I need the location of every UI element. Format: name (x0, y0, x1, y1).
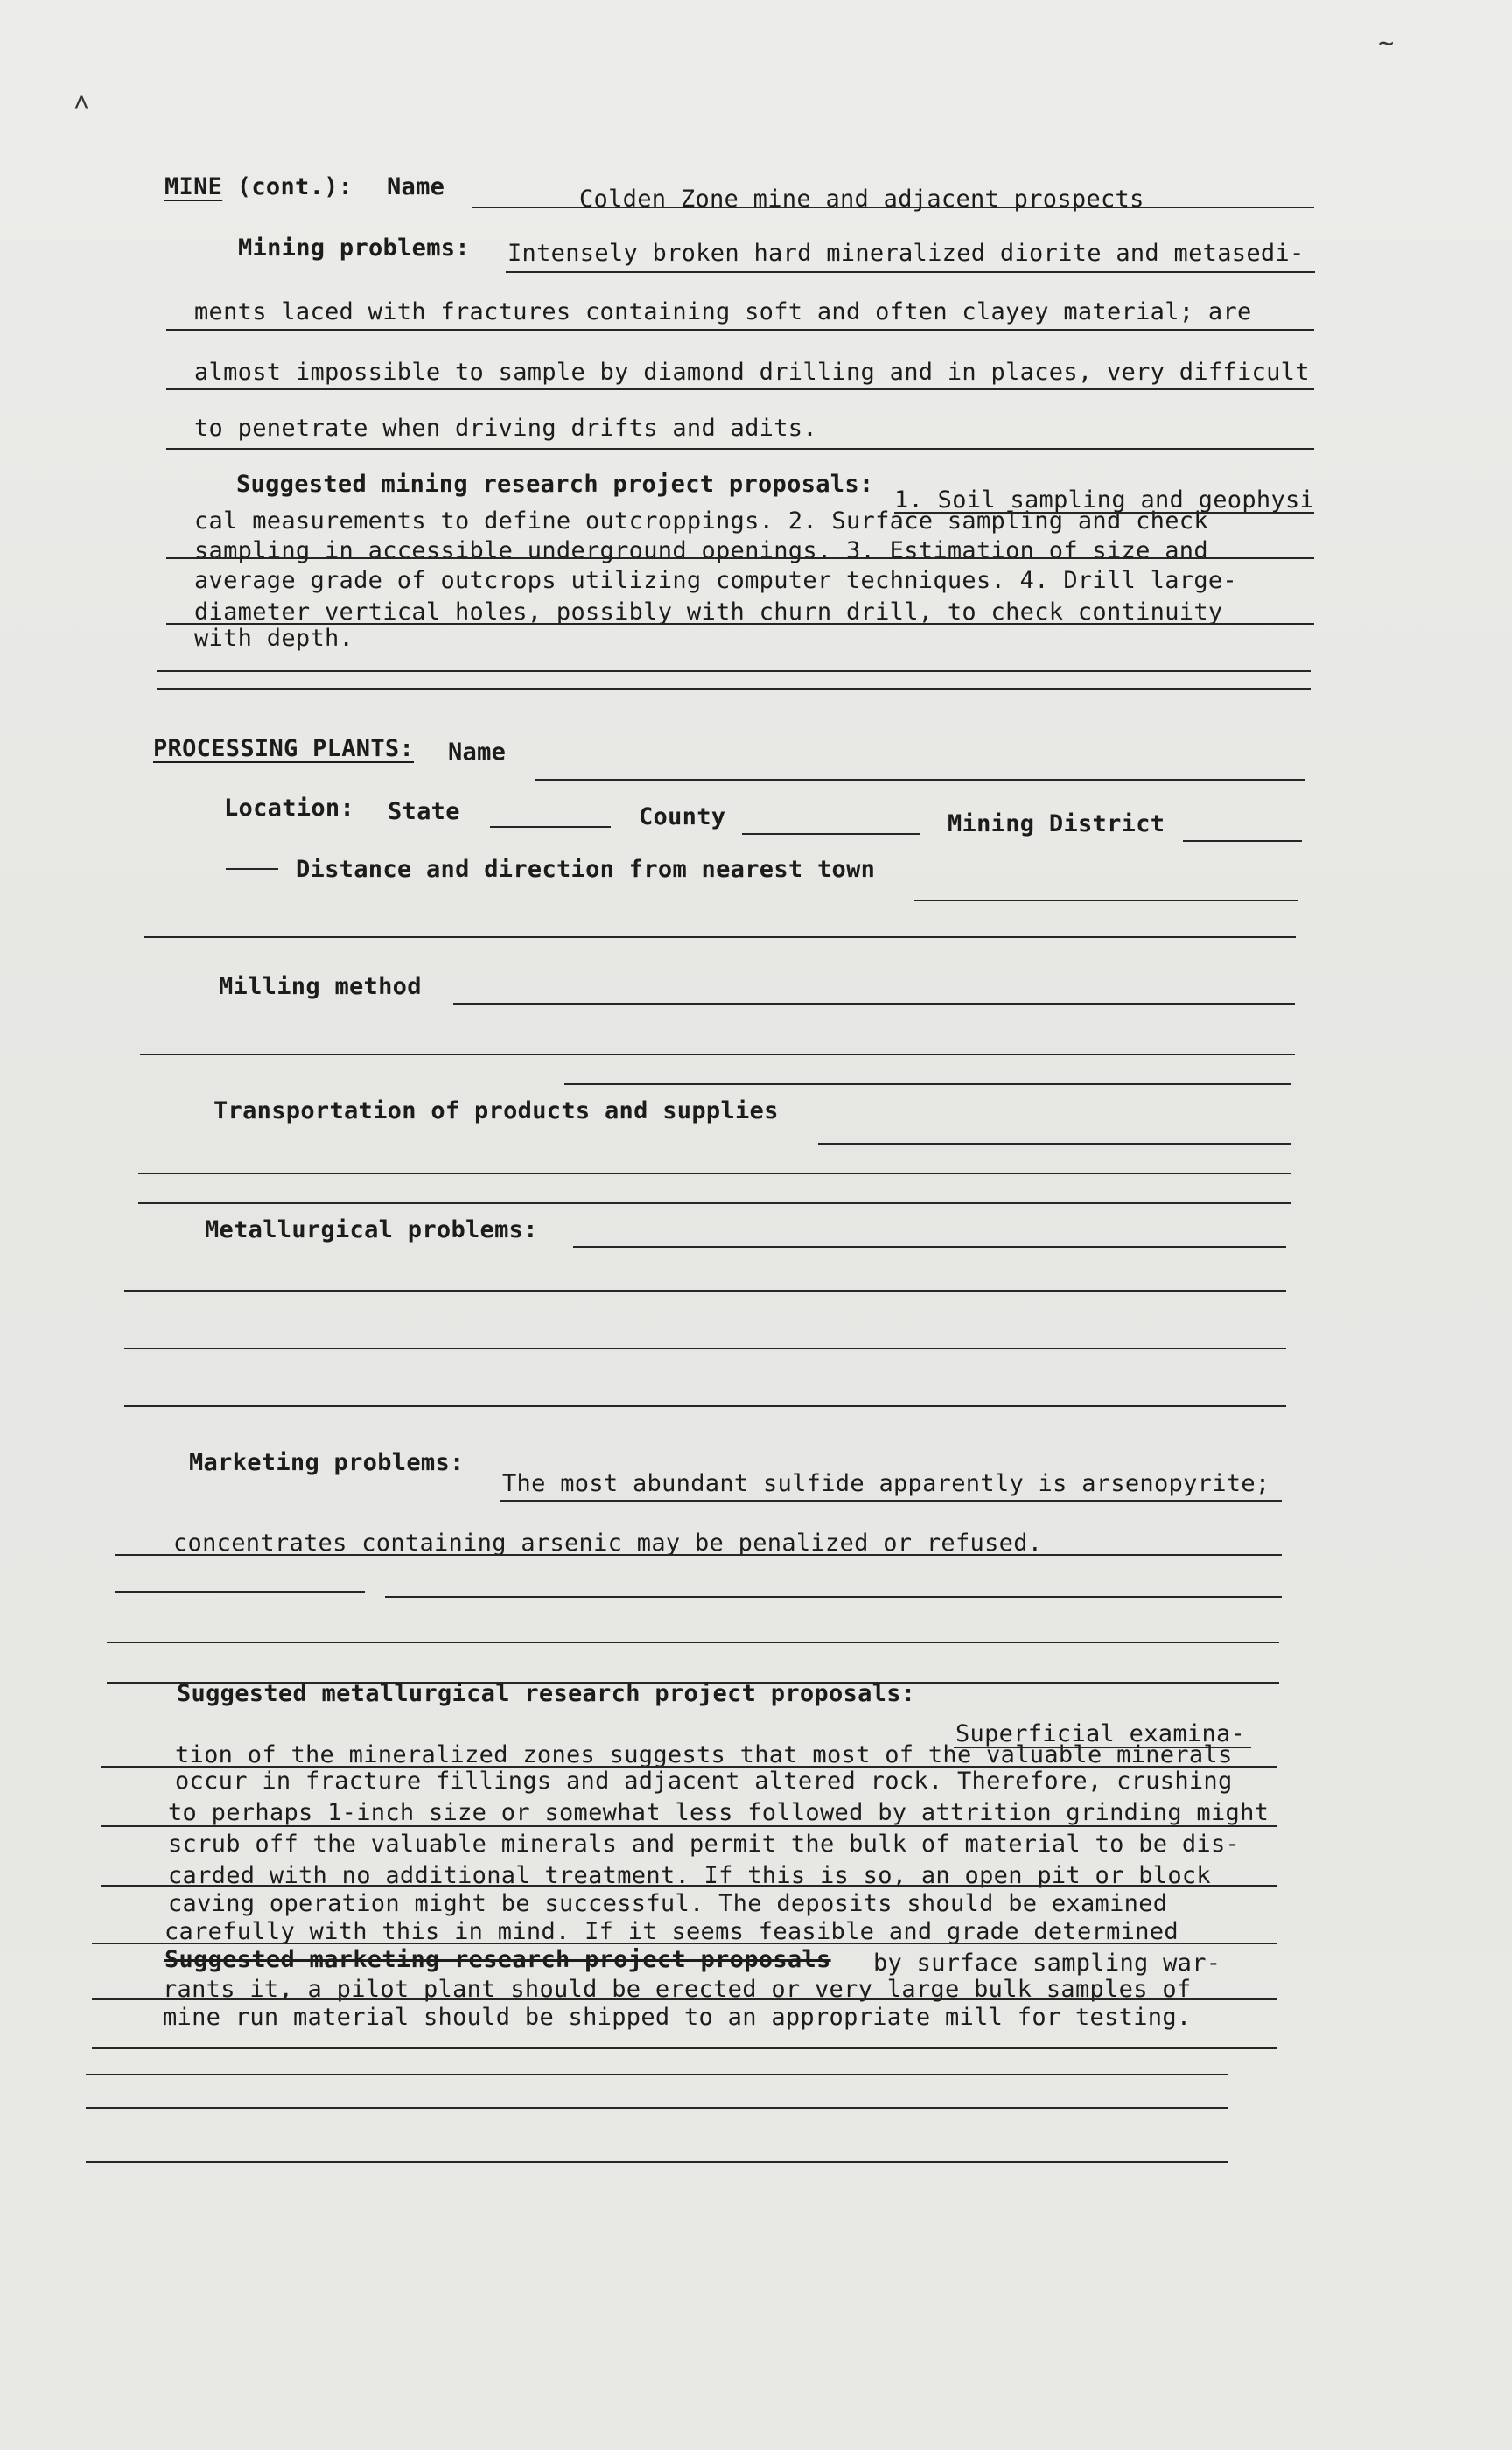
met-research-line-9: by surface sampling war- (873, 1950, 1222, 1977)
county-label: County (639, 803, 726, 830)
rule (166, 329, 1314, 331)
corner-mark-right: ∼ (1378, 28, 1395, 59)
rule (954, 1746, 1251, 1748)
location-label: Location: (224, 794, 354, 822)
rule (107, 1642, 1279, 1643)
mining-district-label: Mining District (948, 810, 1166, 837)
rule (101, 1825, 1278, 1827)
mining-problems-line-1: Intensely broken hard mineralized diorite and metasedi- (508, 240, 1305, 267)
met-research-line-6: carded with no additional treatment. If this is so, an open pit or block (168, 1862, 1211, 1889)
met-research-line-7: caving operation might be successful. The deposits should be examined (168, 1890, 1168, 1917)
rule (124, 1405, 1286, 1407)
rule (92, 2048, 1278, 2049)
county-line (742, 833, 920, 835)
rule (166, 557, 1314, 559)
processing-plants-heading: PROCESSING PLANTS: (153, 735, 414, 762)
rule (92, 1942, 1278, 1944)
rule (894, 512, 1314, 514)
mine-heading-suffix: (cont.): (236, 173, 354, 200)
rule (140, 1054, 1295, 1055)
rule (564, 1083, 1291, 1085)
met-research-line-8: carefully with this in mind. If it seems feasible and grade determined (164, 1918, 1179, 1945)
met-research-line-3: occur in fracture fillings and adjacent altered rock. Therefore, crushing (175, 1768, 1233, 1795)
transportation-line (818, 1143, 1291, 1144)
rule (101, 1885, 1278, 1886)
rule (226, 868, 278, 870)
rule (101, 1766, 1278, 1768)
mining-problems-line-4: to penetrate when driving drifts and adits. (194, 415, 817, 442)
met-research-line-5: scrub off the valuable minerals and permit the bulk of material to be dis- (168, 1830, 1241, 1858)
met-research-line-10: rants it, a pilot plant should be erected or very large bulk samples of (163, 1976, 1192, 2003)
mine-name-value: Colden Zone mine and adjacent prospects (579, 186, 1144, 213)
rule (385, 1596, 1282, 1598)
transportation-label: Transportation of products and supplies (214, 1097, 779, 1124)
met-research-line-1: Superficial examina- (956, 1720, 1246, 1747)
rule (138, 1202, 1291, 1204)
plant-name-line (536, 779, 1306, 780)
met-research-line-11: mine run material should be shipped to an appropriate mill for testing. (163, 2004, 1192, 2031)
rule (506, 271, 1315, 273)
mining-research-line-4: average grade of outcrops utilizing computer techniques. 4. Drill large- (194, 567, 1237, 594)
mining-research-line-5: diameter vertical holes, possibly with churn drill, to check continuity (194, 598, 1223, 626)
rule (500, 1500, 1282, 1502)
milling-line (453, 1003, 1295, 1004)
mining-research-label: Suggested mining research project proposals: (236, 471, 874, 498)
met-research-line-2: tion of the mineralized zones suggests that most of the valuable minerals (175, 1741, 1233, 1768)
rule (92, 1998, 1278, 2000)
rule (116, 1591, 365, 1592)
struck-marketing-text (164, 1946, 831, 1974)
district-line (1183, 840, 1302, 842)
mining-problems-line-2: ments laced with fractures containing soft and often clayey material; are (194, 298, 1252, 326)
rule (158, 670, 1311, 672)
metallurgical-research-label: Suggested metallurgical research project proposals: (177, 1680, 916, 1707)
mining-research-line-3: sampling in accessible underground openings. 3. Estimation of size and (194, 537, 1208, 564)
rule (166, 388, 1314, 390)
rule (116, 1554, 1282, 1556)
rule (124, 1290, 1286, 1292)
mining-research-line-1: 1. Soil sampling and geophysi (894, 486, 1315, 514)
milling-method-label: Milling method (219, 973, 422, 1000)
rule (166, 623, 1314, 625)
mine-heading: MINE (164, 173, 223, 200)
metallurgical-line (573, 1246, 1286, 1248)
rule (138, 1172, 1291, 1174)
metallurgical-problems-label: Metallurgical problems: (205, 1216, 538, 1243)
rule (166, 448, 1314, 450)
state-line (490, 826, 611, 828)
rule (158, 688, 1311, 690)
marketing-problems-label: Marketing problems: (189, 1449, 465, 1476)
mining-problems-line-3: almost impossible to sample by diamond drilling and in places, very difficult (194, 359, 1310, 386)
corner-mark-left: ˄ (74, 88, 90, 118)
mining-problems-label: Mining problems: (238, 234, 470, 262)
distance-line (914, 900, 1298, 901)
mining-research-line-2: cal measurements to define outcroppings. 2. Surface sampling and check (194, 508, 1208, 535)
rule (86, 2074, 1228, 2076)
state-label: State (388, 798, 460, 825)
distance-label: Distance and direction from nearest town (296, 856, 876, 883)
rule (124, 1348, 1286, 1349)
marketing-problems-line-1: The most abundant sulfide apparently is arsenopyrite; (502, 1470, 1270, 1497)
rule (144, 936, 1296, 938)
met-research-line-4: to perhaps 1-inch size or somewhat less followed by attrition grinding might (168, 1799, 1270, 1826)
rule (86, 2161, 1228, 2163)
struck-marketing-label: Suggested marketing research project proposals (164, 1946, 831, 1973)
mining-research-line-6: with depth. (194, 625, 354, 652)
rule (86, 2107, 1228, 2109)
mine-name-line (472, 206, 1314, 208)
plant-name-label: Name (448, 738, 507, 766)
marketing-problems-line-2: concentrates containing arsenic may be penalized or refused. (173, 1530, 1043, 1557)
mine-name-label: Name (387, 173, 445, 200)
